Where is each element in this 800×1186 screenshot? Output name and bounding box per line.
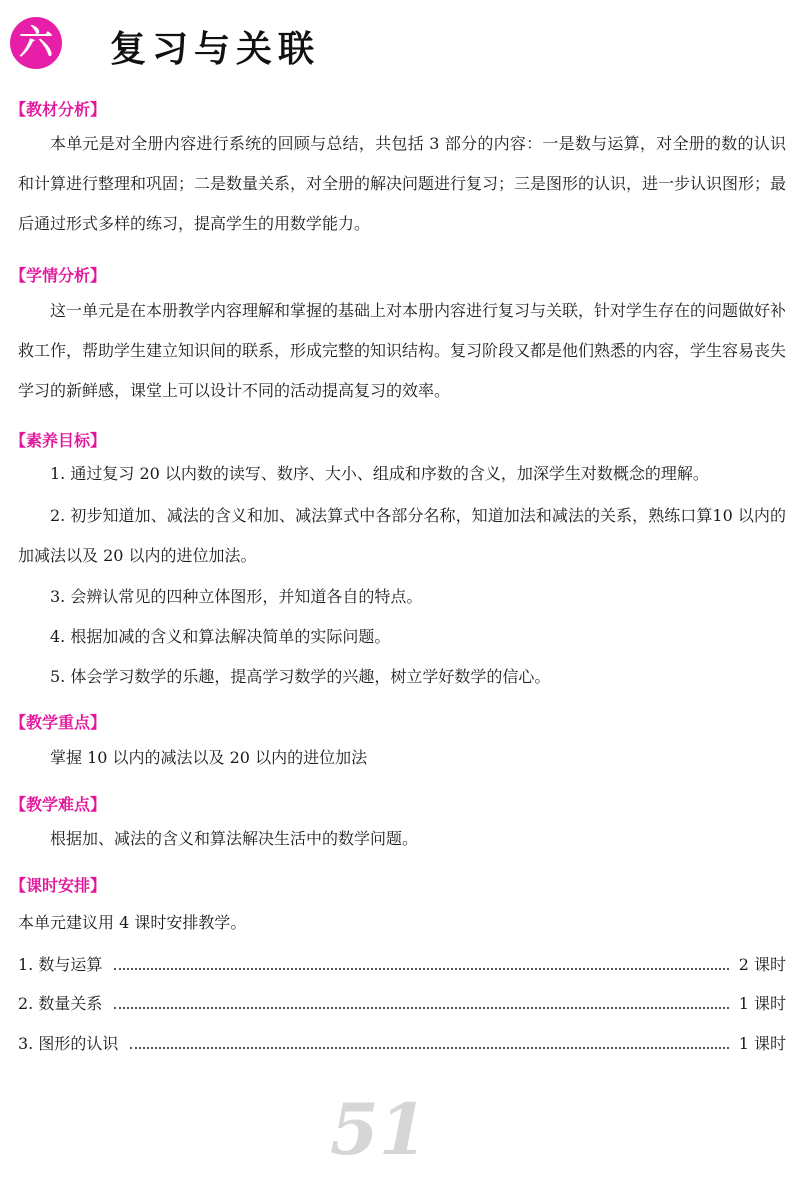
goal-item: 4. 根据加减的含义和算法解决简单的实际问题。 — [50, 627, 391, 646]
schedule-row-label: 1. 数与运算 — [18, 955, 103, 974]
dot-leader — [114, 968, 728, 970]
section-label-student-analysis: 【学情分析】 — [10, 266, 107, 285]
goal-item: 3. 会辨认常见的四种立体图形，并知道各自的特点。 — [50, 587, 423, 606]
page-number: 51 — [330, 1088, 428, 1171]
chapter-title: 复习与关联 — [110, 29, 321, 70]
dot-leader — [114, 1007, 728, 1009]
goal-item: 2. 初步知道加、减法的含义和加、减法算式中各部分名称，知道加法和减法的关系，熟练口算10 以内的加减法以及 20 以内的进位加法。 — [18, 506, 786, 565]
section-label-difficulties: 【教学难点】 — [10, 795, 107, 814]
dot-leader — [130, 1047, 728, 1049]
schedule-row-value: 1 课时 — [738, 994, 786, 1013]
chapter-number-badge: 六 — [10, 17, 62, 69]
schedule-row-value: 1 课时 — [738, 1034, 786, 1053]
textbook-analysis-text: 本单元是对全册内容进行系统的回顾与总结，共包括 3 部分的内容：一是数与运算，对全册的数的认识和计算进行整理和巩固；二是数量关系，对全册的解决问题进行复习；三是图形的认识，进一步认识图形；最后通过形式多样的练习，提高学生的用数学能力。 — [18, 134, 787, 233]
section-label-literacy-goals: 【素养目标】 — [10, 431, 107, 450]
schedule-row-value: 2 课时 — [738, 955, 786, 974]
goal-item: 5. 体会学习数学的乐趣，提高学习数学的兴趣，树立学好数学的信心。 — [50, 667, 551, 686]
schedule-row — [18, 991, 786, 1015]
section-label-key-points: 【教学重点】 — [10, 713, 107, 732]
difficulties-text: 根据加、减法的含义和算法解决生活中的数学问题。 — [50, 829, 419, 848]
section-label-schedule: 【课时安排】 — [10, 876, 107, 895]
schedule-row-label: 3. 图形的认识 — [18, 1034, 119, 1053]
section-label-textbook-analysis: 【教材分析】 — [10, 100, 107, 119]
key-points-text: 掌握 10 以内的减法以及 20 以内的进位加法 — [50, 748, 368, 767]
goal-item: 1. 通过复习 20 以内数的读写、数序、大小、组成和序数的含义，加深学生对数概念的理解。 — [50, 464, 709, 483]
schedule-row — [18, 952, 786, 976]
schedule-intro: 本单元建议用 4 课时安排教学。 — [18, 913, 247, 932]
schedule-row — [18, 1031, 786, 1055]
schedule-row-label: 2. 数量关系 — [18, 994, 103, 1013]
student-analysis-text: 这一单元是在本册教学内容理解和掌握的基础上对本册内容进行复习与关联，针对学生存在的问题做好补救工作，帮助学生建立知识间的联系，形成完整的知识结构。复习阶段又都是他们熟悉的内容，学生容易丧失学习的新鲜感，课堂上可以设计不同的活动提高复习的效率。 — [18, 301, 787, 400]
